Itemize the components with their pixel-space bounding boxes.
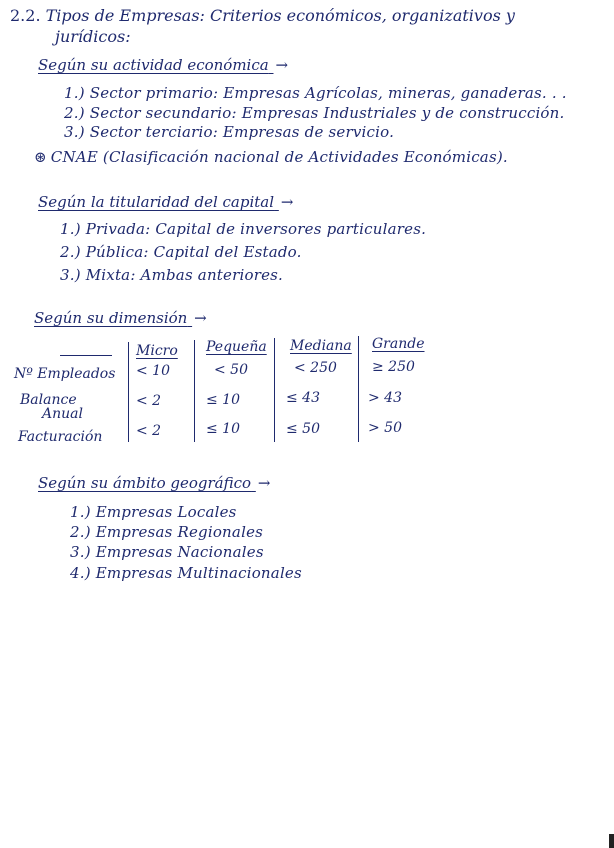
list-item: 2.) Empresas Regionales <box>70 523 264 541</box>
list-item: 1.) Privada: Capital de inversores particulares. <box>60 220 427 238</box>
list-item: 3.) Sector terciario: Empresas de servicio. <box>64 123 395 141</box>
table-header-micro: Micro <box>136 343 178 359</box>
list-item: 3.) Empresas Nacionales <box>70 543 264 561</box>
table-divider <box>60 355 112 356</box>
table-cell: ≤ 50 <box>286 421 320 437</box>
table-header-pequena: Pequeña <box>206 339 267 355</box>
table-cell: < 2 <box>136 423 162 439</box>
section-capital-title <box>38 193 293 211</box>
right-arrow-icon: → <box>194 309 207 327</box>
list-item: 1.) Empresas Locales <box>70 503 237 521</box>
heading-text-line1: Tipos de Empresas: Criterios económicos, organizativos y <box>45 6 515 25</box>
table-column-separator <box>358 336 359 442</box>
right-arrow-icon: → <box>257 474 271 492</box>
list-item: 1.) Sector primario: Empresas Agrícolas, mineras, ganaderas. . . <box>64 84 567 102</box>
list-item: 4.) Empresas Multinacionales <box>70 564 302 582</box>
table-header-mediana: Mediana <box>290 338 352 354</box>
table-row-label: Balance <box>20 392 77 408</box>
cnae-note-text: CNAE (Clasificación nacional de Actividades Económicas). <box>50 148 508 166</box>
table-row-label: Nº Empleados <box>14 366 116 382</box>
section-capital-title-text: Según la titularidad del capital <box>38 193 275 211</box>
asterisk-circle-icon: ⊛ <box>34 148 47 166</box>
table-column-separator <box>128 342 129 442</box>
heading-text-line2: jurídicos: <box>55 27 131 46</box>
table-cell: < 10 <box>136 363 170 379</box>
section-size-title-text: Según su dimensión <box>34 309 188 327</box>
list-item: 2.) Pública: Capital del Estado. <box>60 243 302 261</box>
table-header-grande: Grande <box>372 336 425 352</box>
table-row-label: Anual <box>42 406 83 422</box>
section-economic-title-text: Según su actividad económica <box>38 56 269 74</box>
table-cell: > 50 <box>368 420 402 436</box>
section-geo-title <box>38 474 270 492</box>
section-geo-title-text: Según su ámbito geográfico <box>38 474 252 492</box>
cnae-note <box>34 148 508 166</box>
table-cell: ≤ 10 <box>206 392 240 408</box>
heading-number: 2.2. <box>10 6 41 25</box>
list-item: 2.) Sector secundario: Empresas Industriales y de construcción. <box>64 104 565 122</box>
table-cell: < 250 <box>294 360 337 376</box>
table-column-separator <box>274 338 275 442</box>
section-economic-title <box>38 56 288 74</box>
table-cell: > 43 <box>368 390 402 406</box>
table-cell: ≤ 43 <box>286 390 320 406</box>
table-cell: ≥ 250 <box>372 359 415 375</box>
table-row-label: Facturación <box>18 429 103 445</box>
table-cell: < 50 <box>214 362 248 378</box>
section-size-title <box>34 309 207 327</box>
table-column-separator <box>194 340 195 442</box>
table-cell: ≤ 10 <box>206 421 240 437</box>
page-heading <box>10 6 515 25</box>
table-cell: < 2 <box>136 393 162 409</box>
right-arrow-icon: → <box>275 56 289 74</box>
right-arrow-icon: → <box>280 193 294 211</box>
scan-edge-mark <box>609 834 614 848</box>
list-item: 3.) Mixta: Ambas anteriores. <box>60 266 284 284</box>
